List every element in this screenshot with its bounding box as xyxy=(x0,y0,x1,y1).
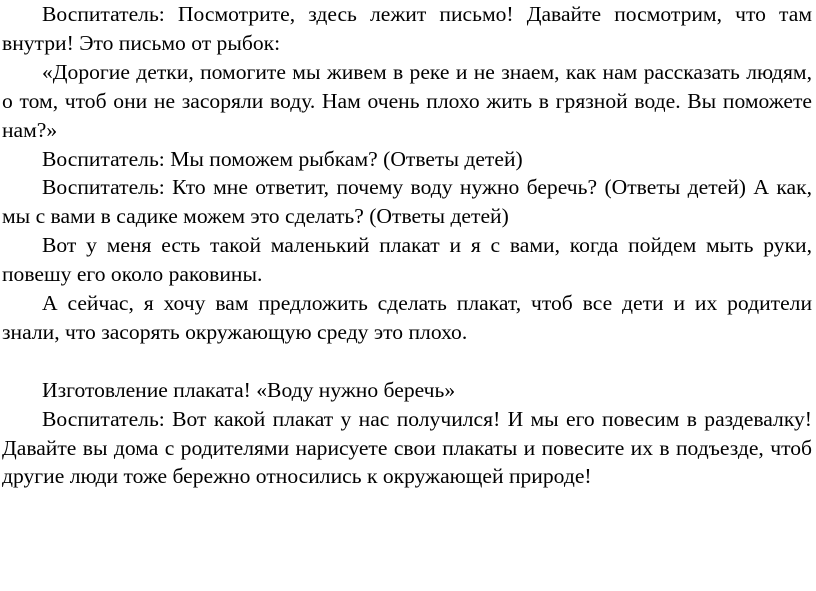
paragraph-poster-making: Изготовление плаката! «Воду нужно беречь» xyxy=(42,377,456,402)
paragraph-spacer xyxy=(2,347,812,376)
paragraph-letter-intro: Воспитатель: Посмотрите, здесь лежит письмо! Давайте посмотрим, что там внутри! Это письмо от рыбок: xyxy=(2,2,812,55)
paragraph-closing: Воспитатель: Вот какой плакат у нас получился! И мы его повесим в раздевалку! Давайте вы дома с родителями нарисуете свои плакаты и повесите их в подъезде, чтоб другие люди тоже бережно относились к окружающей природе! xyxy=(2,406,812,489)
document-body xyxy=(2,0,812,491)
paragraph-help-question: Воспитатель: Мы поможем рыбкам? (Ответы детей) xyxy=(42,146,523,171)
paragraph-why-save-water: Воспитатель: Кто мне ответит, почему воду нужно беречь? (Ответы детей) А как, мы с вами в садике можем это сделать? (Ответы детей) xyxy=(2,175,812,229)
paragraph-fish-letter: «Дорогие детки, помогите мы живем в реке и не знаем, как нам рассказать людям, о том, чтоб они не засоряли воду. Нам очень плохо жить в грязной воде. Вы поможете нам?» xyxy=(2,59,812,142)
paragraph-make-poster: А сейчас, я хочу вам предложить сделать плакат, чтоб все дети и их родители знали, что засорять окружающую среду это плохо. xyxy=(2,291,812,344)
paragraph-small-poster: Вот у меня есть такой маленький плакат и я с вами, когда пойдем мыть руки, повешу его около раковины. xyxy=(2,233,812,287)
